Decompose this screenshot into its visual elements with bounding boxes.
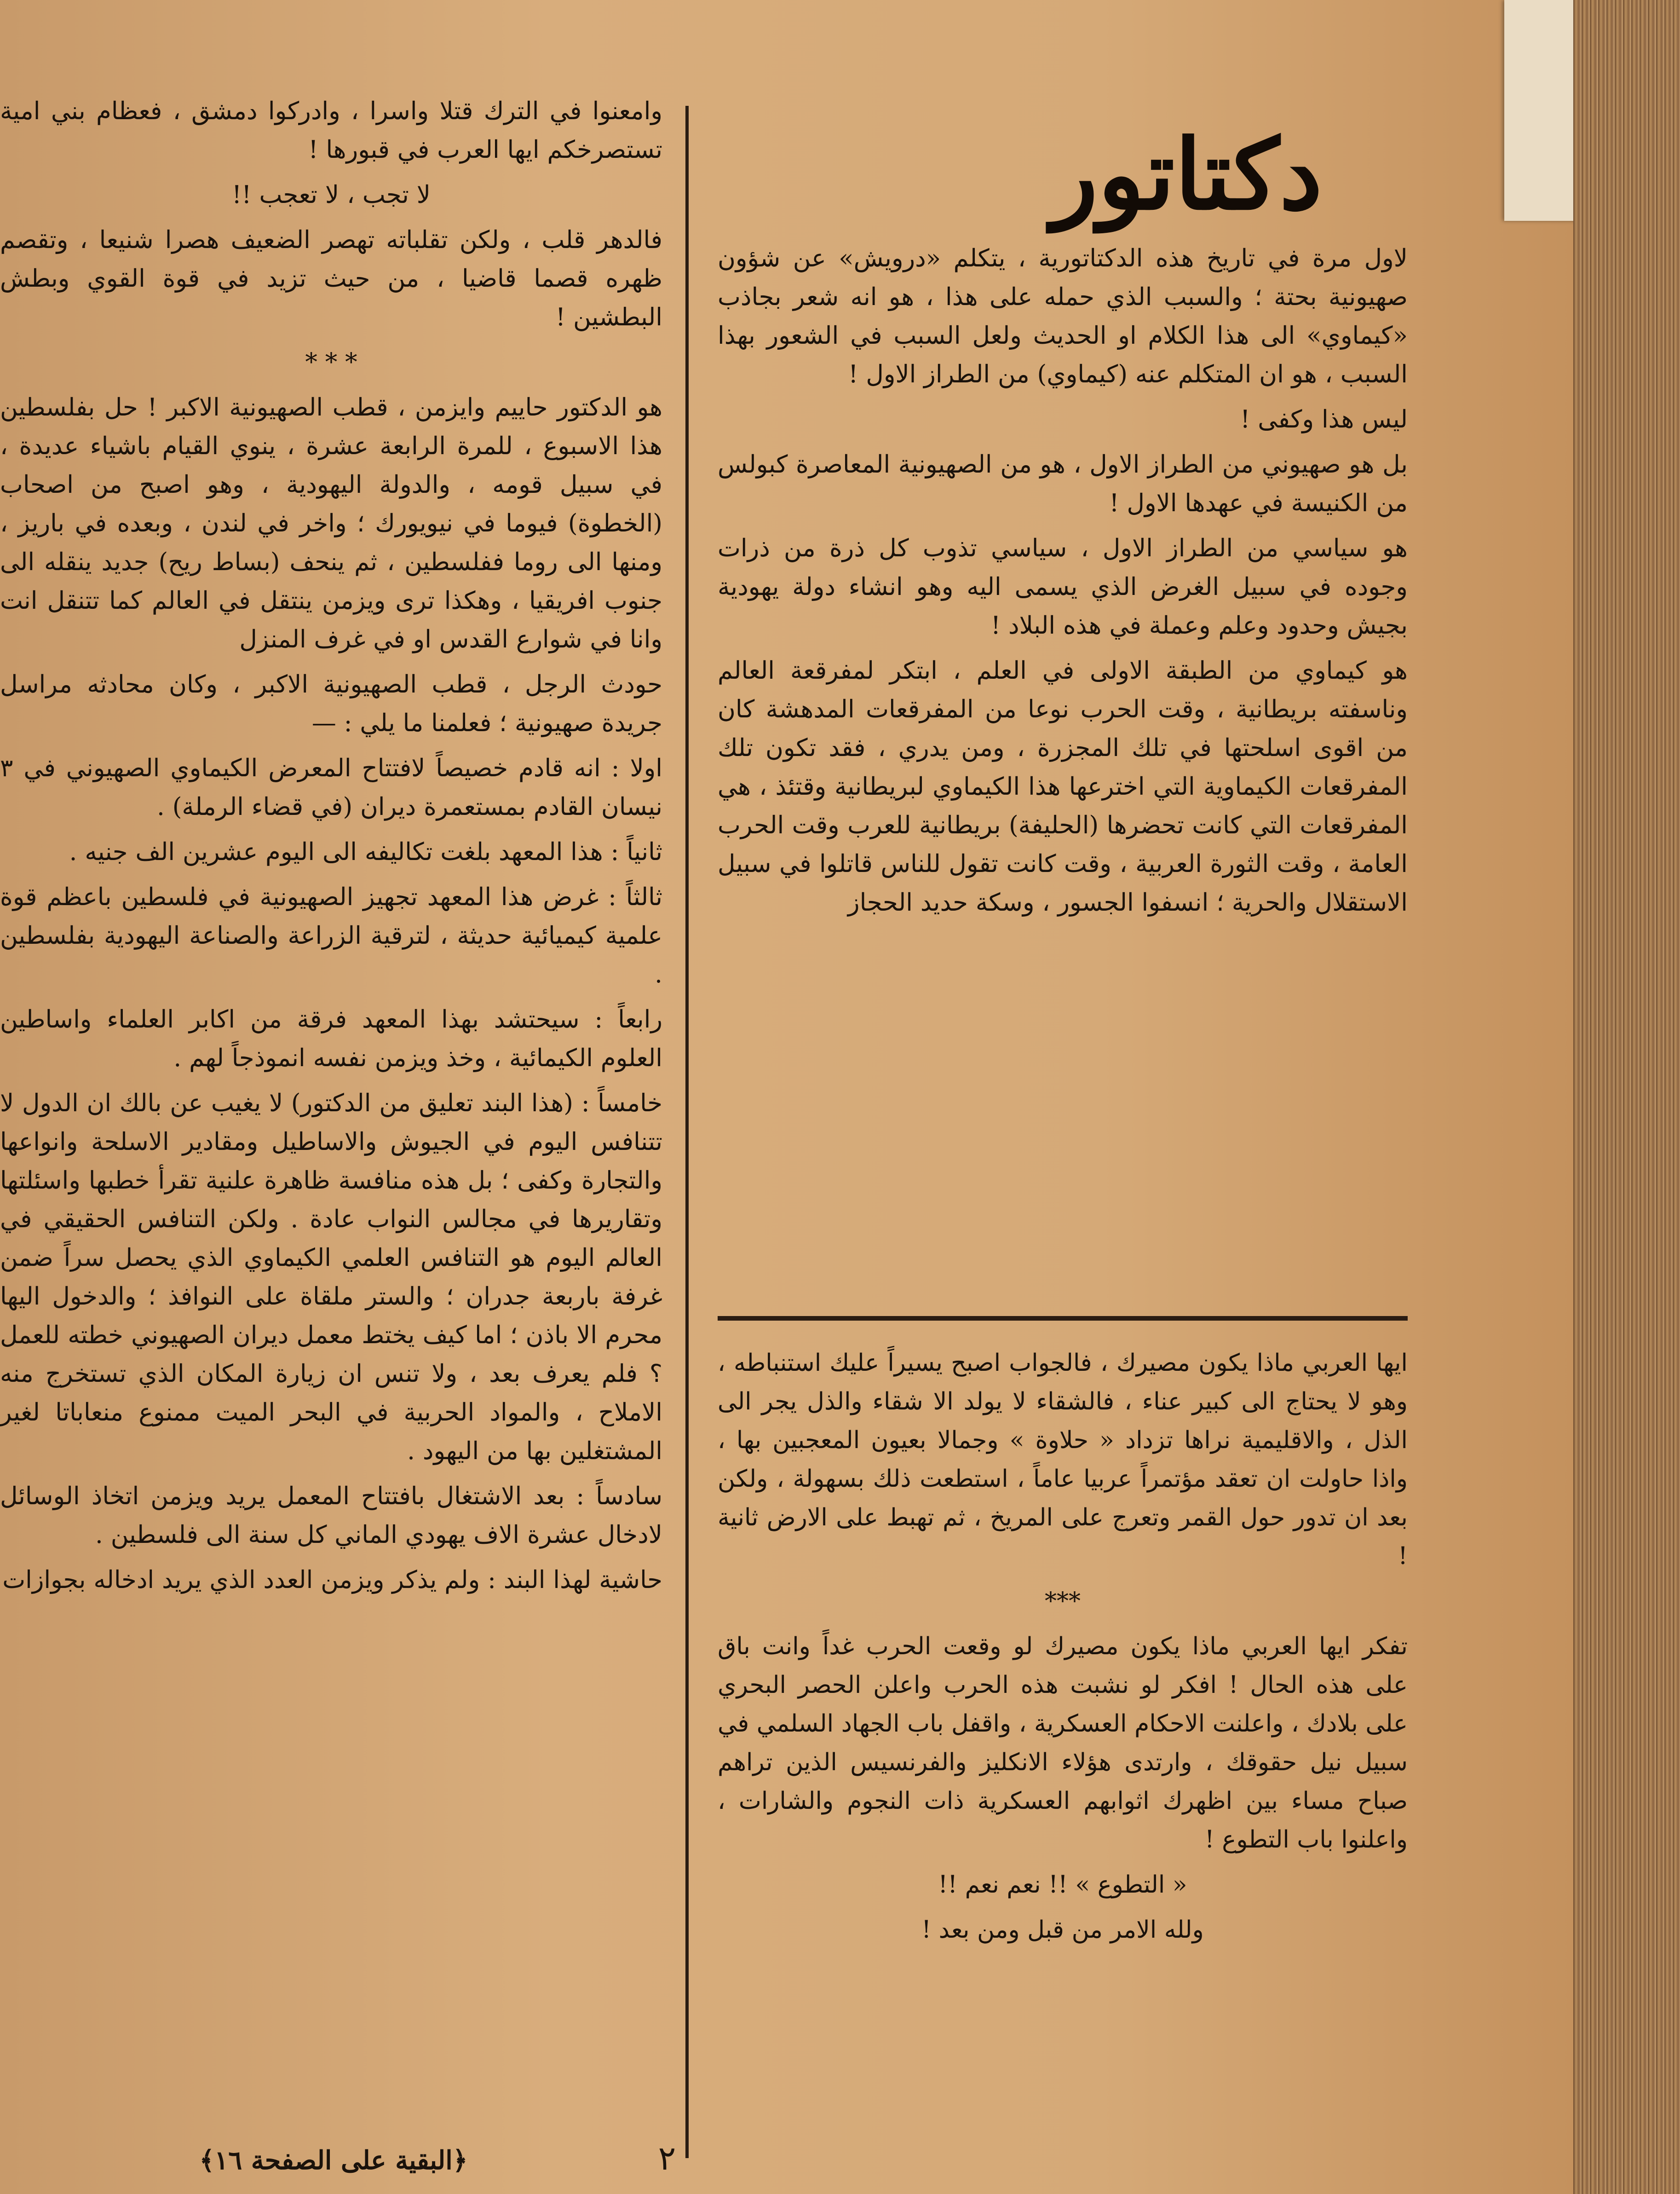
article-title: دكتاتور	[1051, 118, 1323, 231]
continued-note: ﴿البقية على الصفحة ١٦﴾	[199, 2145, 468, 2176]
book-page-edges	[1573, 0, 1680, 2194]
paragraph: فالدهر قلب ، ولكن تقلباته تهصر الضعيف هصرا شنيعا ، وتقصم ظهره قصما قاضيا ، من حيث تزيد في قوة القوي وبطش البطشين !	[0, 226, 662, 331]
paragraph: رابعاً : سيحتشد بهذا المعهد فرقة من اكابر العلماء واساطين العلوم الكيمائية ، وخذ ويزمن نفسه انموذجاً لهم .	[0, 1005, 662, 1072]
left-column	[0, 92, 662, 2130]
column-divider	[685, 106, 689, 2158]
paragraph: هو سياسي من الطراز الاول ، سياسي تذوب كل ذرة من ذرات وجوده في سبيل الغرض الذي يسمى اليه وهو انشاء دولة يهودية بجيش وحدود وعلم وعملة في هذه البلاد !	[718, 534, 1408, 640]
paragraph: اولا : انه قادم خصيصاً لافتتاح المعرض الكيماوي الصهيوني في ٣ نيسان القادم بمستعمرة ديران (في قضاء الرملة) .	[0, 754, 662, 821]
page-number: ٢	[658, 2139, 676, 2177]
paragraph: ايها العربي ماذا يكون مصيرك ، فالجواب اصبح يسيراً عليك استنباطه ، وهو لا يحتاج الى كبير عناء ، فالشقاء لا يولد الا شقاء والذل يجر الى الذل ، والاقليمية نراها تزداد « حلاوة » وجمالا بعيون المعجبين بها ، واذا حاولت ان تعقد مؤتمراً عربيا عاماً ، استطعت ذلك بسهولة ، ولكن بعد ان تدور حول القمر وتعرج على المريخ ، ثم تهبط على الارض ثانية !	[718, 1349, 1408, 1570]
section-separator: * * *	[305, 348, 357, 376]
paragraph: تفكر ايها العربي ماذا يكون مصيرك لو وقعت الحرب غداً وانت باق على هذه الحال ! افكر لو نشبت هذه الحرب واعلن الحصر البحري على بلادك ، واعلنت الاحكام العسكرية ، واقفل باب الجهاد السلمي في سبيل نيل حقوقك ، وارتدى هؤلاء الانكليز والفرنسيس الذين تراهم صباح مساء بين اظهرك اثوابهم العسكرية ذات النجوم والشارات ، واعلنوا باب التطوع !	[718, 1633, 1408, 1853]
paragraph: سادساً : بعد الاشتغال بافتتاح المعمل يريد ويزمن اتخاذ الوسائل لادخال عشرة الاف يهودي الماني كل سنة الى فلسطين .	[0, 1482, 662, 1549]
paragraph: « التطوع » !! نعم نعم !!	[938, 1871, 1187, 1899]
paragraph: ولله الامر من قبل ومن بعد !	[921, 1916, 1204, 1944]
paragraph: حاشية لهذا البند : ولم يذكر ويزمن العدد الذي يريد ادخاله بجوازات	[2, 1566, 662, 1594]
paragraph: وامعنوا في الترك قتلا واسرا ، وادركوا دمشق ، فعظام بني امية تستصرخكم ايها العرب في قبورها !	[0, 97, 662, 164]
paragraph: هو كيماوي من الطبقة الاولى في العلم ، ابتكر لمفرقعة العالم وناسفته بريطانية ، وقت الحرب نوعا من المفرقعات المدهشة كان من اقوى اسلحتها في تلك المجزرة ، ومن يدري ، فقد تكون تلك المفرقعات الكيماوية التي اخترعها هذا الكيماوي لبريطانية وقتئذ ، هي المفرقعات التي كانت تحضرها (الحليفة) بريطانية للعرب وقت الحرب العامة ، وقت الثورة العربية ، وقت كانت تقول للناس قاتلوا في سبيل الاستقلال والحرية ؛ انسفوا الجسور ، وسكة حديد الحجاز	[718, 657, 1408, 917]
paragraph: ليس هذا وكفى !	[1240, 405, 1408, 433]
paragraph: هو الدكتور حاييم وايزمن ، قطب الصهيونية الاكبر ! حل بفلسطين هذا الاسبوع ، للمرة الرابعة عشرة ، ينوي القيام باشياء عديدة ، في سبيل قومه ، والدولة اليهودية ، وهو اصبح من اصحاب (الخطوة) فيوما في نيويورك ؛ واخر في لندن ، وبعده في باريز ، ومنها الى روما ففلسطين ، ثم ينحف (بساط ريح) جديد ينقله الى جنوب افريقيا ، وهكذا ترى ويزمن ينتقل في العالم كما تتنقل انت وانا في شوارع القدس او في غرف المنزل	[0, 393, 662, 653]
horizontal-divider	[718, 1316, 1408, 1321]
paragraph: حودث الرجل ، قطب الصهيونية الاكبر ، وكان محادثه مراسل جريدة صهيونية ؛ فعلمنا ما يلي : —	[0, 670, 662, 737]
paragraph: لاول مرة في تاريخ هذه الدكتاتورية ، يتكلم «درويش» عن شؤون صهيونية بحتة ؛ والسبب الذي حمله على هذا ، هو انه شعر بجاذب «كيماوي» الى هذا الكلام او الحديث ولعل السبب في الشعور بهذا السبب ، هو ان المتكلم عنه (كيماوي) من الطراز الاول !	[718, 244, 1408, 388]
right-column-top	[718, 239, 1408, 1298]
paragraph: ثالثاً : غرض هذا المعهد تجهيز الصهيونية في فلسطين باعظم قوة علمية كيميائية حديثة ، لترقية الزراعة والصناعة اليهودية بفلسطين .	[0, 883, 662, 988]
paragraph: ثانياً : هذا المعهد بلغت تكاليفه الى اليوم عشرين الف جنيه .	[69, 838, 662, 866]
section-separator: ***	[1045, 1588, 1081, 1615]
paragraph: خامساً : (هذا البند تعليق من الدكتور) لا يغيب عن بالك ان الدول لا تتنافس اليوم في الجيوش والاساطيل ومقادير الاسلحة وانواعها والتجارة وكفى ؛ بل هذه منافسة ظاهرة علنية تقرأ خطبها واسئلتها وتقاريرها في مجالس النواب عادة . ولكن التنافس الحقيقي في العالم اليوم هو التنافس العلمي الكيماوي الذي يحصل سراً ضمن غرفة باربعة جدران ؛ والستر ملقاة على النوافذ ؛ والدخول اليها محرم الا باذن ؛ اما كيف يختط معمل ديران الصهيوني خطته للعمل ؟ فلم يعرف بعد ، ولا تنس ان زيارة المكان الذي تستخرج منه الاملاح ، والمواد الحربية في البحر الميت ممنوع منعاباتا لغير المشتغلين بها من اليهود .	[0, 1089, 662, 1465]
paragraph: بل هو صهيوني من الطراز الاول ، هو من الصهيونية المعاصرة كبولس من الكنيسة في عهدها الاول !	[718, 450, 1408, 517]
right-column-bottom	[718, 1344, 1408, 2103]
paragraph: لا تجب ، لا تعجب !!	[232, 181, 431, 209]
